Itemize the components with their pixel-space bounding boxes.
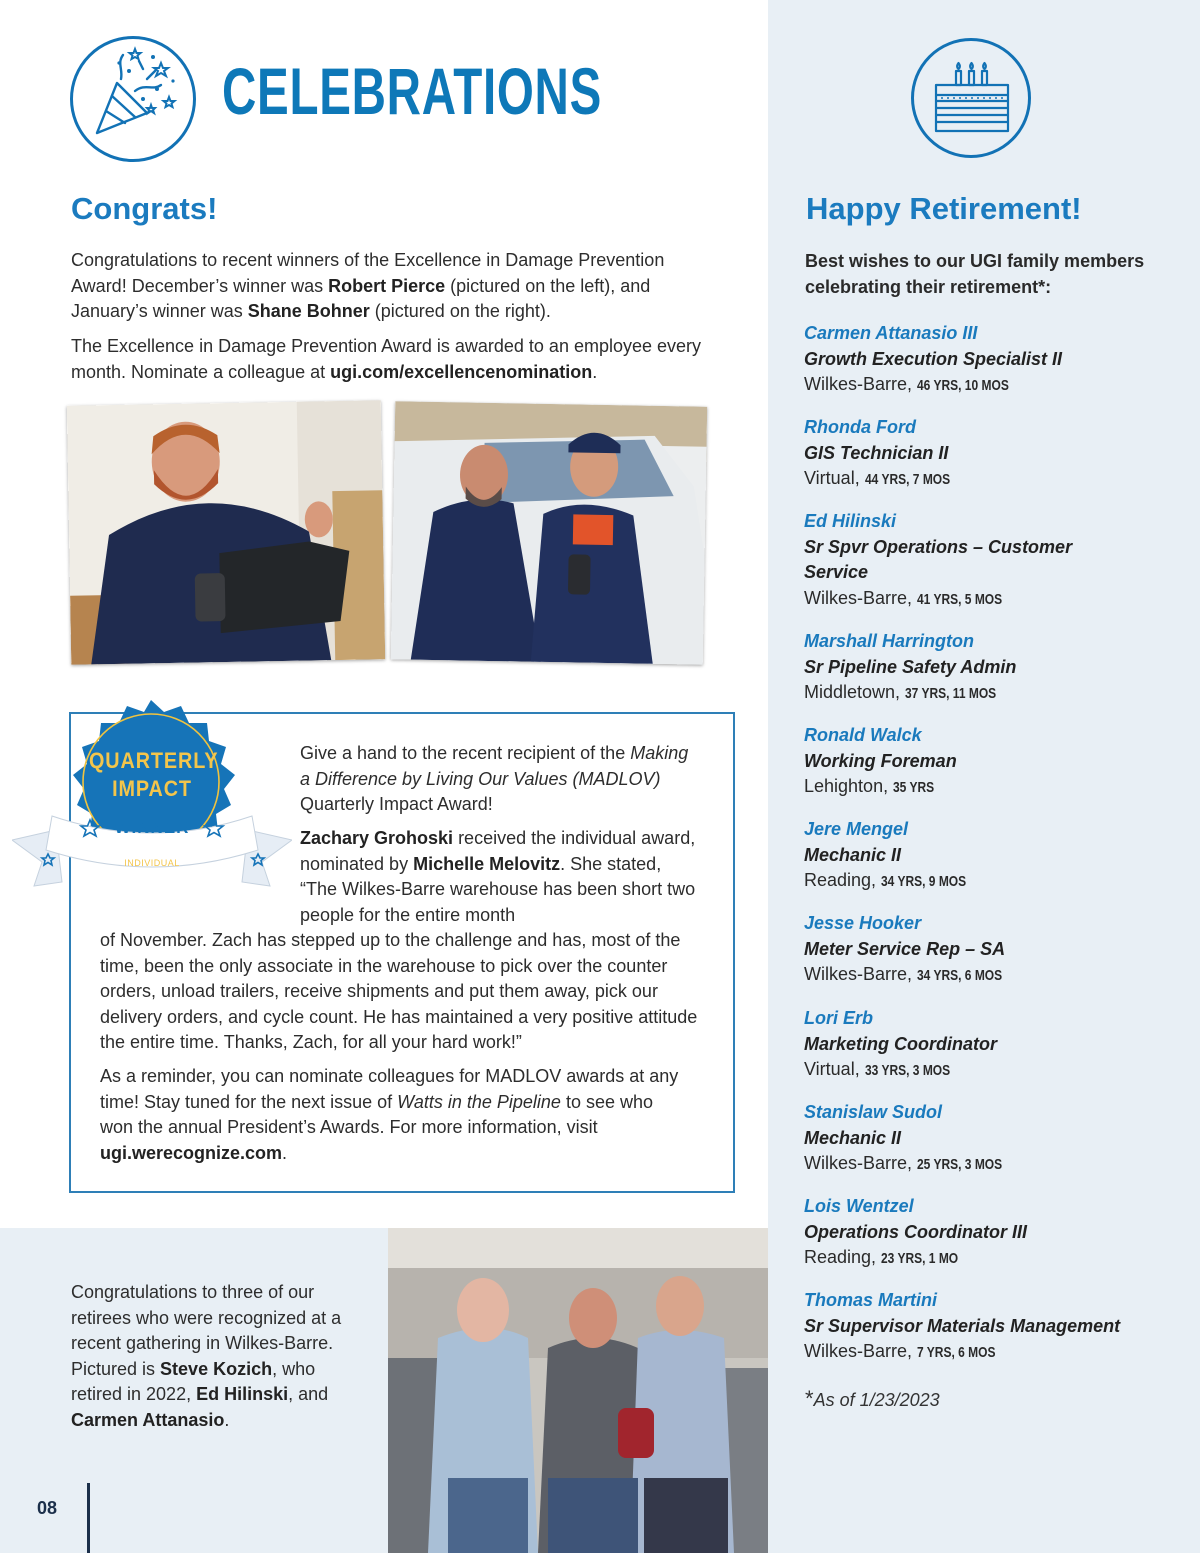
retiree-entry	[804, 1194, 1184, 1272]
photo-three-retirees	[388, 1228, 768, 1553]
birthday-cake-icon	[911, 38, 1031, 158]
congrats-paragraph-1: Congratulations to recent winners of the Excellence in Damage Prevention Award! December’s winner was Robert Pierce (pictured on the left), and January’s winner was Shane Bohner (pictured on the right).	[71, 250, 665, 321]
retirement-footnote: *As of 1/23/2023	[805, 1386, 940, 1411]
retiree-years: 33 YRS, 3 MOS	[864, 1062, 950, 1079]
retiree-name: Lori Erb	[804, 1008, 874, 1028]
retiree-title: Mechanic II	[804, 1127, 902, 1148]
photo-shane-bohner	[391, 401, 707, 664]
retiree-location: Virtual, 44 YRS, 7 MOS	[804, 466, 1184, 493]
retiree-years: 34 YRS, 6 MOS	[917, 967, 1003, 984]
congrats-paragraph-2: The Excellence in Damage Prevention Award is awarded to an employee every month. Nominate a colleague at ugi.com/excellencenomination.	[71, 336, 702, 382]
retiree-entry	[804, 509, 1104, 612]
retiree-years: 44 YRS, 7 MOS	[864, 471, 950, 488]
retiree-entry	[804, 629, 1184, 707]
madlov-paragraph-1: Give a hand to the recent recipient of the Making a Difference by Living Our Values (MADLOV) Quarterly Impact Award!	[300, 743, 689, 814]
retiree-title: Working Foreman	[804, 750, 957, 771]
retiree-title: Sr Spvr Operations – Customer Service	[804, 536, 1073, 582]
retiree-name: Ronald Walck	[804, 725, 922, 745]
retiree-location: Wilkes-Barre, 34 YRS, 6 MOS	[804, 962, 1184, 989]
congrats-heading: Congrats!	[71, 191, 218, 226]
retiree-name: Jesse Hooker	[804, 913, 922, 933]
retiree-entry	[804, 1288, 1184, 1366]
retirement-heading: Happy Retirement!	[806, 191, 1082, 226]
retiree-entry	[804, 911, 1184, 989]
retiree-title: Sr Supervisor Materials Management	[804, 1315, 1121, 1336]
retiree-entry	[804, 1100, 1184, 1178]
retiree-location: Middletown, 37 YRS, 11 MOS	[804, 680, 1184, 707]
madlov-paragraph-3: As a reminder, you can nominate colleagues for MADLOV awards at any time! Stay tuned for the next issue of Watts in the Pipeline to see who won the annual President’s Awards. For more information, visit ugi.werecognize.com.	[100, 1066, 679, 1163]
badge-sub-text: INDIVIDUAL	[124, 858, 180, 868]
retiree-name: Ed Hilinski	[804, 511, 897, 531]
page-title: CELEBRATIONS	[222, 54, 603, 128]
retiree-name: Stanislaw Sudol	[804, 1102, 943, 1122]
retiree-name: Lois Wentzel	[804, 1196, 914, 1216]
retiree-location: Virtual, 33 YRS, 3 MOS	[804, 1057, 1184, 1084]
badge-line-2: IMPACT	[112, 776, 192, 801]
retiree-years: 34 YRS, 9 MOS	[881, 873, 967, 890]
retiree-years: 25 YRS, 3 MOS	[917, 1156, 1003, 1173]
retiree-location: Reading, 34 YRS, 9 MOS	[804, 868, 1184, 895]
retirement-intro: Best wishes to our UGI family members celebrating their retirement*:	[805, 251, 1145, 297]
retiree-years: 35 YRS	[893, 779, 935, 796]
retiree-title: Marketing Coordinator	[804, 1033, 998, 1054]
retiree-entry	[804, 1006, 1184, 1084]
retiree-name: Carmen Attanasio III	[804, 323, 978, 343]
retiree-years: 37 YRS, 11 MOS	[905, 685, 997, 702]
retiree-entry	[804, 415, 1184, 493]
recipient-name: Zachary Grohoski	[300, 828, 454, 848]
retiree-name: Marshall Harrington	[804, 631, 975, 651]
retiree-years: 23 YRS, 1 MO	[881, 1250, 959, 1267]
retiree-years: 46 YRS, 10 MOS	[917, 377, 1009, 394]
retiree-title: Growth Execution Specialist II	[804, 348, 1063, 369]
retiree-name: Thomas Martini	[804, 1290, 938, 1310]
retiree-entry	[804, 723, 1184, 801]
retiree-name: Jere Mengel	[804, 819, 909, 839]
nominator-name: Michelle Melovitz	[413, 853, 561, 874]
nomination-link[interactable]: ugi.com/excellencenomination	[330, 361, 593, 382]
retiree-location: Wilkes-Barre, 46 YRS, 10 MOS	[804, 372, 1184, 399]
photo-robert-pierce	[67, 400, 385, 664]
retiree-title: Operations Coordinator III	[804, 1221, 1028, 1242]
page-number: 08	[37, 1498, 58, 1518]
winner-name: Shane Bohner	[247, 301, 370, 321]
retiree-title: Mechanic II	[804, 844, 902, 865]
winner-name: Robert Pierce	[328, 275, 446, 296]
retiree-title: Meter Service Rep – SA	[804, 938, 1006, 959]
retiree-location: Wilkes-Barre, 25 YRS, 3 MOS	[804, 1151, 1184, 1178]
madlov-paragraph-2b: of November. Zach has stepped up to the challenge and has, most of the time, been the only associate in the warehouse to pick over the counter orders, unload trailers, receive shipments and put them away, pick our delivery orders, and cycle count. He has maintained a very positive attitude the entire time. Thanks, Zach, for all your hard work!”	[100, 930, 698, 1052]
badge-line-1: QUARTERLY	[89, 748, 219, 773]
retiree-title: GIS Technician II	[804, 442, 949, 463]
retiree-location: Wilkes-Barre, 7 YRS, 6 MOS	[804, 1339, 1184, 1366]
werecognize-link[interactable]: ugi.werecognize.com	[100, 1142, 283, 1163]
badge-ribbon-text: WINNER	[114, 818, 190, 837]
madlov-paragraph-2a: Zachary Grohoski received the individual award, nominated by Michelle Melovitz. She stated, “The Wilkes-Barre warehouse has been short two people for the entire month	[300, 828, 696, 925]
retiree-entry	[804, 321, 1184, 399]
retiree-location: Reading, 23 YRS, 1 MO	[804, 1245, 1184, 1272]
retiree-title: Sr Pipeline Safety Admin	[804, 656, 1017, 677]
retiree-entry	[804, 817, 1184, 895]
retiree-name: Rhonda Ford	[804, 417, 916, 437]
retiree-years: 41 YRS, 5 MOS	[917, 590, 1003, 608]
page-number-divider	[87, 1483, 90, 1553]
retiree-years: 7 YRS, 6 MOS	[917, 1344, 996, 1361]
party-popper-icon	[70, 36, 196, 162]
quarterly-impact-badge	[12, 690, 292, 910]
retiree-location: Lehighton, 35 YRS	[804, 774, 1184, 801]
retirees-gathering-paragraph: Congratulations to three of our retirees who were recognized at a recent gathering in Wilkes-Barre. Pictured is Steve Kozich, who retired in 2022, Ed Hilinski, and Carmen Attanasio.	[71, 1282, 342, 1430]
retiree-location: Wilkes-Barre, 41 YRS, 5 MOS	[804, 586, 1104, 613]
